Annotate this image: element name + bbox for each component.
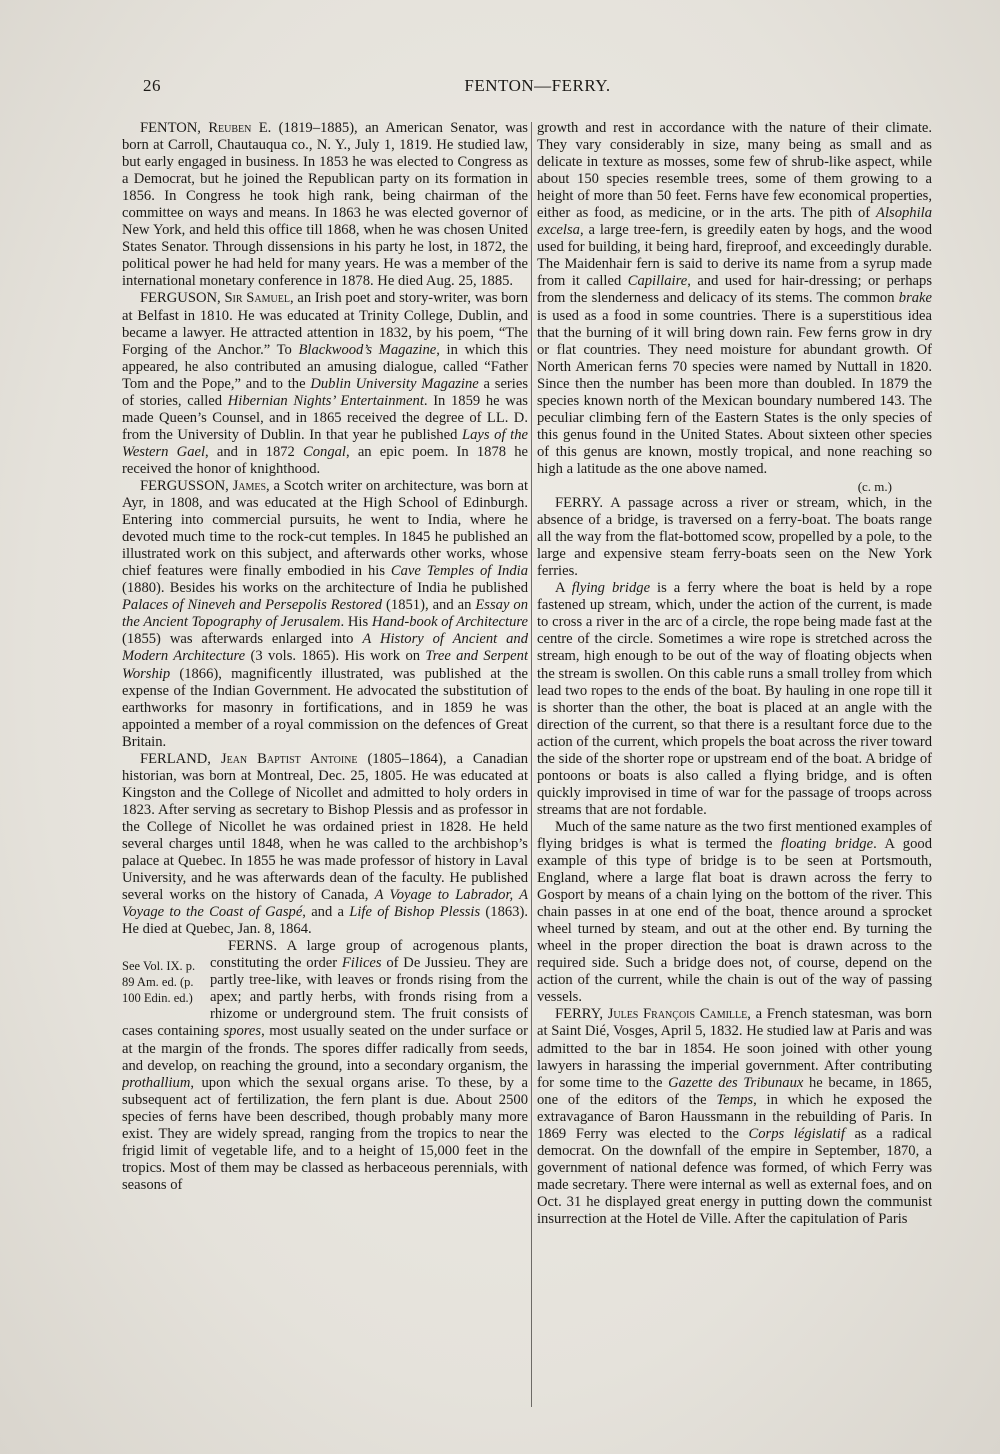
headword: FERRY, [555, 1006, 608, 1023]
scientific-term: prothallium [122, 1074, 191, 1091]
scientific-term: Filices [341, 955, 382, 972]
right-column [537, 120, 932, 1410]
entry-text: is used as a food in some countries. There is a superstitious idea that the burning of it will bring down rain. Few ferns grow in dry or flat countries. They need moisture for abundant growth. Of North American ferns 70 species were named by Nuttall in 1820. Since then the number has been more than doubled. In 1879 the species known north of the Mexican boundary numbered 143. The peculiar climbing fern of the Eastern States is the only species of this genus found in the United States. About sixteen other species of this genus are known, mostly tropical, and none reaching so high a latitude as the one above named. [537, 307, 932, 477]
work-title: Essay on the Ancient Topography of Jerusalem [122, 597, 528, 631]
entry-text: . His [340, 614, 372, 631]
entry-text: (3 vols. 1865). His work on [245, 648, 426, 665]
entry-text: Much of the same nature as the two first mentioned examples of flying bridges is what is termed the [537, 818, 932, 852]
entry-text: , in which this appeared, he also contributed an amusing dialogue, called “Father Tom and the Pope,” and to the [122, 341, 528, 392]
work-title: Temps [716, 1091, 754, 1108]
entry-text: , an Irish poet and story-writer, was born at Belfast in 1810. He was educated at Trinity College, Dublin, and became a lawyer. He attracted attention in 1832, by his poem, “The Forging of the Anchor.” To [122, 290, 528, 358]
headword: FERLAND, [140, 750, 221, 767]
entry-text: (1880). Besides his works on the architecture of India he published [122, 580, 528, 597]
cross-reference-note: See Vol. IX. p. 89 Am. ed. (p. 100 Edin. ed.) [122, 959, 196, 1006]
work-title: Cave Temples of India [390, 563, 528, 580]
headword-given-name: Sir Samuel [224, 290, 290, 307]
entry-text: , most usually seated on the under surface or at the margin of the fronds. The spores differ radically from seeds, and develop, on reaching the ground, into a secondary organism, the [122, 1023, 528, 1074]
term: floating bridge [781, 835, 874, 852]
entry-ferguson [122, 290, 528, 478]
work-title: Palaces of Nineveh and Persepolis Restored [122, 597, 383, 614]
headword-given-name: James [232, 477, 267, 494]
work-title: Hibernian Nights’ Entertainment [227, 392, 424, 409]
entry-ferry-jules [537, 1006, 932, 1228]
entry-ferns-continued [537, 120, 932, 478]
entry-text: , and in 1872 [205, 443, 304, 460]
work-title: Congal [303, 443, 346, 460]
left-column [122, 120, 528, 1410]
work-title: A History of Ancient and Modern Architecture [122, 631, 528, 665]
entry-ferry [537, 495, 932, 580]
column-divider [531, 122, 532, 1407]
entry-ferland [122, 751, 528, 939]
headword: FERGUSSON, [140, 477, 233, 494]
headword-given-name: Jules François Camille [607, 1006, 748, 1023]
entry-fergusson [122, 478, 528, 751]
author-signature: (c. m.) [857, 478, 892, 494]
entry-text: of De Jussieu. They are partly tree-like, with leaves or fronds rising from the apex; and partly herbs, with fronds rising from a rhizome or underground stem. The fruit consists of cases containing [122, 955, 528, 1040]
paragraph-floating-bridge [537, 819, 932, 1007]
term: flying bridge [571, 580, 651, 597]
entry-text: . A good example of this type of bridge is to be seen at Portsmouth, England, where a large flat boat is drawn across the ferry to Gosport by means of a chain lying on the bottom of the river. This chain passes in at one end of the boat, thence around a sprocket wheel turned by steam, and out at the other end. By turning the wheel in the proper direction the boat is drawn across to the required side. Such a bridge does not, of course, depend on the action of the current, while the chain is out of the way of passing vessels. [537, 835, 932, 1006]
headword: FENTON, [140, 120, 209, 136]
scientific-term: Alsophila excelsa [537, 205, 932, 239]
work-title: Tree and Serpent Worship [122, 648, 528, 682]
entry-text: (1805–1864), a Canadian historian, was born at Montreal, Dec. 25, 1805. He was educated at Kingston and the College of Nicollet and admitted to holy orders in 1823. After serving as secretary to Bishop Plessis and as professor in the College of Nicollet he was ordained priest in 1828. He held several charges until 1848, when he was called to the archbishop’s palace at Quebec. In 1855 he was made professor of history in Laval University, and he was afterwards dean of the faculty. He published several works on the history of Canada, [122, 750, 528, 904]
entry-text: as a radical democrat. On the downfall of the empire in September, 1870, a government of national defence was formed, of which Ferry was made secretary. There were internal as well as external foes, and on Oct. 31 he displayed great energy in putting down the communist insurrection at the Hotel de Ville. After the capitulation of Paris [537, 1125, 932, 1227]
entry-text: , an epic poem. In 1878 he received the honor of knighthood. [122, 443, 528, 477]
work-title: Hand-book of Architecture [371, 614, 528, 631]
work-title: Life of Bishop Plessis [349, 904, 481, 921]
scientific-term: brake [898, 290, 932, 307]
entry-text: , upon which the sexual organs arise. To these, by a subsequent act of fertilization, the fern plant is due. About 2500 species of ferns have been described, though probably many more exist. They are widely spread, ranging from the tropics to near the frigid limit of vegetable life, and to a height of 15,000 feet in the tropics. Most of them may be classed as herbaceous perennials, with seasons of [122, 1074, 528, 1193]
entry-text: a series of stories, called [122, 375, 528, 409]
work-title: Gazette des Tribunaux [668, 1074, 804, 1091]
headword: FERGUSON, [140, 290, 225, 307]
page-number: 26 [143, 76, 161, 95]
headword: FERRY. [555, 495, 603, 512]
entry-text: he became, in 1865, one of the editors of the [537, 1074, 932, 1108]
entry-text: growth and rest in accordance with the nature of their climate. They vary considerably in size, many being as small and as delicate in texture as mosses, some few of shrub-like aspect, while about 150 species resemble trees, some of them growing to a height of more than 50 feet. Ferns have few economical properties, either as food, as medicine, or in the arts. The pith of [537, 120, 932, 222]
entry-text: E. (1819–1885), an American Senator, was born at Carroll, Chautauqua co., N. Y., July 1, 1819. He studied law, but early engaged in business. In 1853 he was elected to Congress as a Democrat, but he joined the Republican party on its formation in 1856. In Congress he took high rank, being chairman of the committee on ways and means. In 1863 he was elected governor of New York, and held this office till 1868, when he was chosen United States Senator. Through dissensions in his party he lost, in 1872, the political power he had held for many years. He was a member of the international monetary conference in 1878. He died Aug. 25, 1885. [122, 120, 528, 290]
entry-text: , and a [302, 904, 350, 921]
entry-fenton [122, 120, 528, 290]
entry-text: (1866), magnificently illustrated, was published at the expense of the Indian Government. He advocated the substitution of earthworks for masonry in fortifications, and in 1859 he was appointed a member of a royal commission on the defences of Great Britain. [122, 665, 528, 750]
entry-text: , a Scotch writer on architecture, was born at Ayr, in 1808, and was educated at the High School of Edinburgh. Entering into commercial pursuits, he went to India, where he devoted much time to the rock-cut temples. In 1845 he published an illustrated work on this subject, and afterwards other works, whose chief features were finally embodied in his [122, 477, 528, 580]
entry-text: A passage across a river or stream, which, in the absence of a bridge, is traversed on a ferry-boat. The boats range all the way from the flat-bottomed scow, propelled by a pole, to the large and expensive steam ferry-boats seen on the New York ferries. [537, 495, 932, 580]
page-header [143, 76, 932, 102]
entry-text: (1855) was afterwards enlarged into [122, 631, 363, 648]
entry-text: , a French statesman, was born at Saint Dié, Vosges, April 5, 1832. He studied law at Paris and was admitted to the bar in 1854. He soon joined with other young lawyers in harassing the imperial government. After contributing for some time to the [537, 1006, 932, 1091]
paragraph-flying-bridge [537, 580, 932, 819]
entry-text: A [555, 580, 572, 597]
entry-text: (1851), and an [382, 597, 476, 614]
work-title: A Voyage to Labrador, A Voyage to the Coast of Gaspé [122, 887, 528, 921]
headword-given-name: Jean Baptist Antoine [220, 750, 358, 767]
entry-text: , in which he exposed the extravagance of Baron Haussmann in the rebuilding of Paris. In 1869 Ferry was elected to the [537, 1091, 932, 1142]
headword-given-name: Reuben [208, 120, 252, 136]
scientific-term: Capillaire [627, 273, 688, 290]
work-title: Lays of the Western Gael [122, 426, 528, 460]
entry-text: A large group of acrogenous plants, constituting the order [210, 938, 528, 972]
entry-text: . In 1859 he was made Queen’s Counsel, and in 1865 received the degree of LL. D. from the University of Dublin. In that year he published [122, 392, 528, 443]
work-title: Corps législatif [748, 1125, 845, 1142]
entry-text: (1863). He died at Quebec, Jan. 8, 1864. [122, 904, 528, 938]
scientific-term: spores [223, 1023, 262, 1040]
entry-text: , and used for hair-dressing; or perhaps from the slenderness and delicacy of its stems. The common [537, 273, 932, 307]
headword: FERNS. [228, 938, 278, 955]
entry-text: is a ferry where the boat is held by a rope fastened up stream, which, under the action of the current, is made to cross a river in the arc of a circle, the rope being made fast at the centre of the circle. Sometimes a wire rope is stretched across the stream, high enough to be out of the way of floating objects when the stream is swollen. On this cable runs a small trolley from which lead two ropes to the ends of the boat. By hauling in one rope till it is shorter than the other, the boat is placed at an angle with the direction of the current, so that there is a resultant force due to the action of the current, which propels the boat across the river toward the side of the shorter rope or upstream end of the boat. A bridge of pontoons or boats is also called a flying bridge, and is often quickly improvised in time of war for the passage of troops across streams that are not fordable. [537, 580, 932, 818]
work-title: Dublin University Magazine [310, 375, 479, 392]
work-title: Blackwood’s Magazine [298, 341, 437, 358]
running-head: FENTON—FERRY. [464, 76, 611, 95]
entry-text: , a large tree-fern, is greedily eaten by hogs, and the wood used for building, it being hard, fireproof, and exceedingly durable. The Maidenhair fern is said to derive its name from a syrup made from it called [537, 222, 932, 290]
entry-ferns [122, 938, 528, 1194]
